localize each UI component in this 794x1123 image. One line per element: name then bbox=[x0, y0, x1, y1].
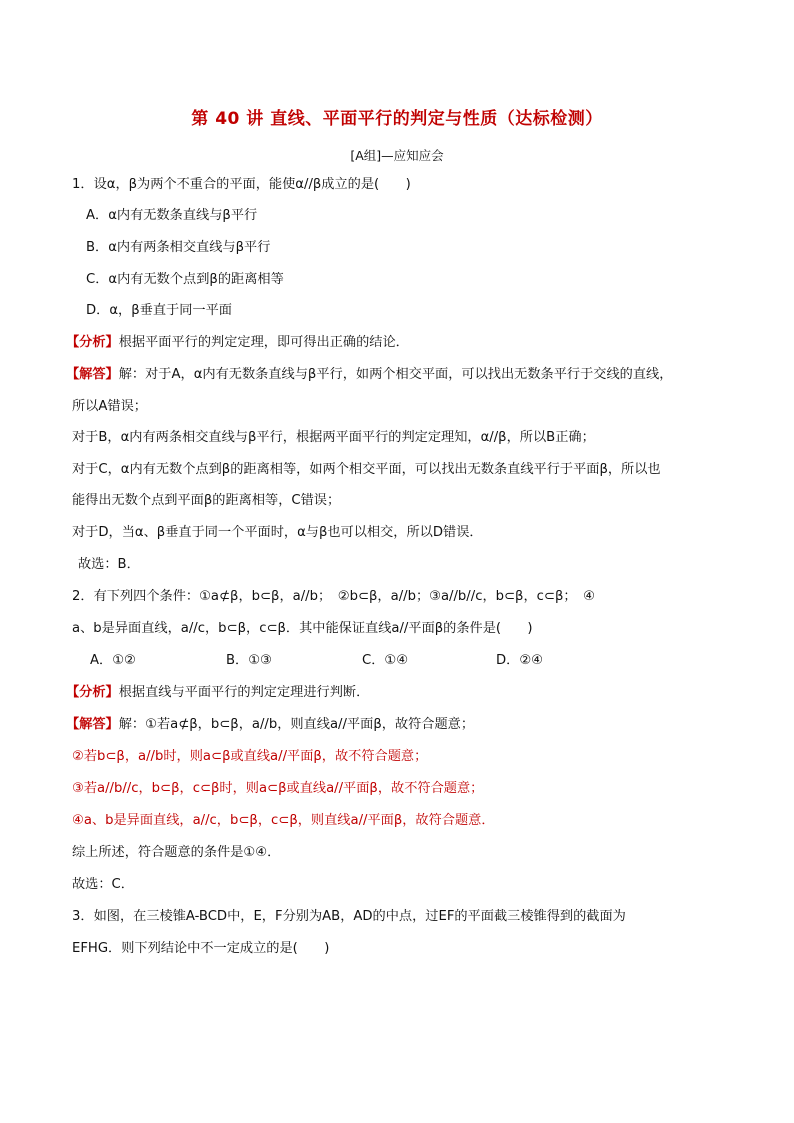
q2-option-a: A．①② bbox=[90, 653, 136, 668]
q1-stem: 1．设α，β为两个不重合的平面，能使α//β成立的是( ) bbox=[72, 177, 411, 192]
q2-summary: 综上所述，符合题意的条件是①④． bbox=[72, 845, 281, 860]
page-title: 第 40 讲 直线、平面平行的判定与性质（达标检测） bbox=[191, 109, 603, 129]
q1-solution-line: 所以A错误； bbox=[72, 399, 147, 414]
q1-solution-line: 对于B，α内有两条相交直线与β平行，根据两平面平行的判定定理知，α//β，所以B正确； bbox=[72, 430, 595, 445]
q2-solution-line bbox=[66, 716, 474, 734]
q2-option-b: B．①③ bbox=[226, 653, 272, 668]
q3-stem: EFHG．则下列结论中不一定成立的是( ) bbox=[72, 941, 330, 956]
q2-option-c: C．①④ bbox=[362, 653, 409, 668]
q1-answer: 故选：B． bbox=[78, 557, 140, 572]
solution-tag: 【解答】 bbox=[66, 367, 119, 382]
q1-option-b: B．α内有两条相交直线与β平行 bbox=[86, 240, 271, 255]
q1-analysis bbox=[66, 334, 409, 352]
section-subtitle: [A组]—应知应会 bbox=[350, 148, 444, 163]
analysis-text: 根据平面平行的判定定理，即可得出正确的结论． bbox=[118, 335, 409, 350]
q2-solution-line: ④a、b是异面直线，a//c，b⊂β，c⊂β，则直线a//平面β，故符合题意． bbox=[72, 813, 495, 828]
q2-answer: 故选：C． bbox=[72, 877, 134, 892]
q1-solution-line: 对于D，当α、β垂直于同一个平面时，α与β也可以相交，所以D错误． bbox=[72, 525, 483, 540]
solution-text: 解：①若a⊄β，b⊂β，a//b，则直线a//平面β，故符合题意； bbox=[118, 717, 475, 732]
q1-solution-line bbox=[66, 366, 672, 384]
q2-stem: 2．有下列四个条件：①a⊄β，b⊂β，a//b； ②b⊂β，a//b；③a//b//c，b⊂β，c⊂β； ④ bbox=[72, 589, 595, 604]
solution-tag: 【解答】 bbox=[66, 717, 119, 732]
q3-stem: 3．如图，在三棱锥A-BCD中，E，F分别为AB，AD的中点，过EF的平面截三棱锥得到的截面为 bbox=[72, 909, 626, 924]
q1-solution-line: 能得出无数个点到平面β的距离相等，C错误； bbox=[72, 493, 341, 508]
q1-option-c: C．α内有无数个点到β的距离相等 bbox=[86, 272, 284, 287]
q1-solution-line: 对于C，α内有无数个点到β的距离相等，如两个相交平面，可以找出无数条直线平行于平面β，所以也 bbox=[72, 462, 661, 477]
q2-solution-line: ③若a//b//c，b⊂β，c⊂β时，则a⊂β或直线a//平面β，故不符合题意； bbox=[72, 781, 484, 796]
analysis-text: 根据直线与平面平行的判定定理进行判断． bbox=[118, 685, 370, 700]
solution-text: 解：对于A，α内有无数条直线与β平行，如两个相交平面，可以找出无数条平行于交线的直线， bbox=[118, 367, 673, 382]
q2-option-d: D．②④ bbox=[496, 653, 543, 668]
q2-stem: a、b是异面直线，a//c，b⊂β，c⊂β．其中能保证直线a//平面β的条件是( ) bbox=[72, 621, 533, 636]
analysis-tag: 【分析】 bbox=[66, 685, 119, 700]
q2-analysis bbox=[66, 684, 369, 702]
q1-option-d: D．α，β垂直于同一平面 bbox=[86, 303, 232, 318]
q1-option-a: A．α内有无数条直线与β平行 bbox=[86, 208, 258, 223]
analysis-tag: 【分析】 bbox=[66, 335, 119, 350]
q2-solution-line: ②若b⊂β，a//b时，则a⊂β或直线a//平面β，故不符合题意； bbox=[72, 749, 428, 764]
